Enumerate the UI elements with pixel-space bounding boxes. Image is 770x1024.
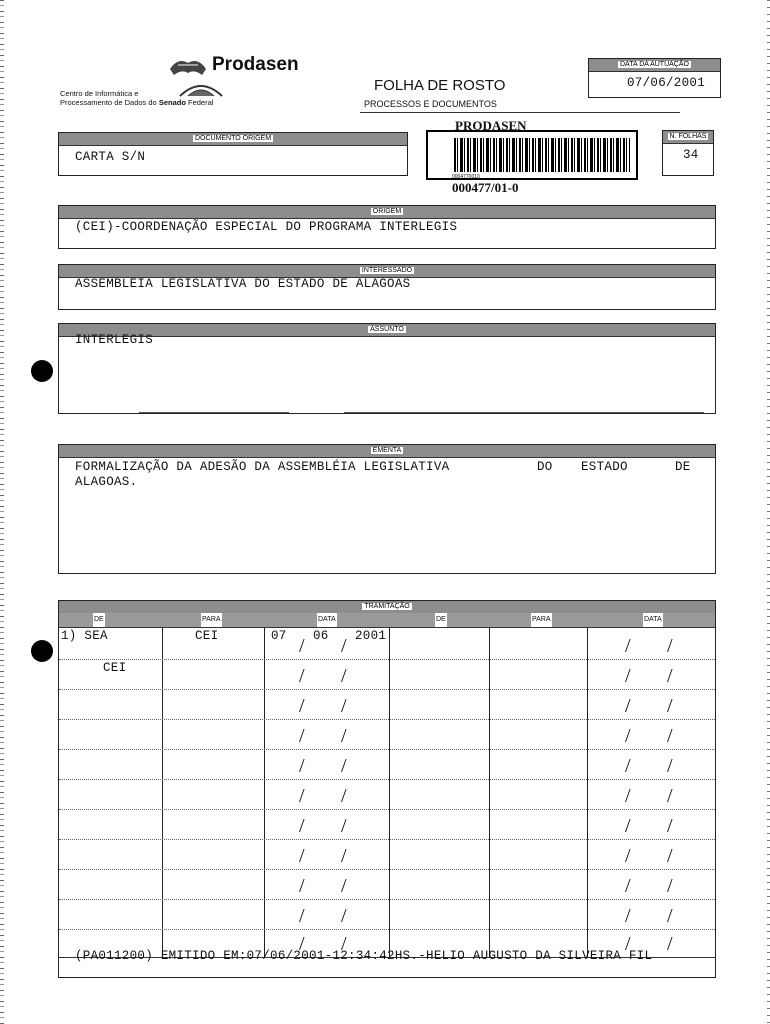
- date-slash: /: [341, 785, 347, 807]
- origem-value: (CEI)-COORDENAÇÃO ESPECIAL DO PROGRAMA INTERLEGIS: [75, 220, 458, 234]
- date-slash: /: [625, 725, 631, 747]
- date-slash: /: [625, 695, 631, 717]
- row-line-1: [59, 659, 715, 660]
- date-slash: /: [667, 725, 673, 747]
- col-para-2: PARA: [531, 613, 552, 627]
- form-subtitle: PROCESSOS E DOCUMENTOS: [364, 99, 497, 109]
- date-slash: /: [667, 905, 673, 927]
- row-line-2: [59, 689, 715, 690]
- punch-hole-bottom: [31, 640, 53, 662]
- date-slash: /: [299, 815, 305, 837]
- ementa-line1-part3: ESTADO: [581, 460, 628, 474]
- ementa-line1-part4: DE: [675, 460, 691, 474]
- date-slash: /: [299, 905, 305, 927]
- date-slash: /: [667, 785, 673, 807]
- documento-origem-value: CARTA S/N: [75, 150, 146, 164]
- data-autuacao-label: DATA DA AUTUAÇÃO: [620, 61, 689, 68]
- date-slash: /: [341, 665, 347, 687]
- date-slash: /: [625, 785, 631, 807]
- row1-month: 06: [313, 629, 329, 643]
- barcode-icon: [454, 138, 630, 172]
- row1-year: 2001: [355, 629, 387, 643]
- interessado-label: INTERESSADO: [361, 267, 413, 274]
- date-slash: /: [341, 815, 347, 837]
- date-slash: /: [341, 905, 347, 927]
- date-slash: /: [625, 665, 631, 687]
- assunto-box: [58, 323, 716, 414]
- assunto-value: INTERLEGIS: [75, 333, 154, 347]
- data-autuacao-value: 07/06/2001: [627, 76, 706, 90]
- barcode-label: PRODASEN: [455, 118, 527, 133]
- date-slash: /: [625, 933, 631, 955]
- date-slash: /: [341, 695, 347, 717]
- date-slash: /: [667, 755, 673, 777]
- date-slash: /: [667, 875, 673, 897]
- ementa-line1-part2: DO: [537, 460, 553, 474]
- row-line-5: [59, 779, 715, 780]
- tramitacao-label: TRAMITAÇÃO: [364, 603, 410, 610]
- interessado-value: ASSEMBLEIA LEGISLATIVA DO ESTADO DE ALAGOAS: [75, 277, 411, 291]
- date-slash: /: [299, 695, 305, 717]
- row1-day: 07: [271, 629, 287, 643]
- barcode-number: 000477/01-0: [452, 180, 519, 195]
- origem-label: ORIGEM: [372, 208, 402, 215]
- date-slash: /: [625, 755, 631, 777]
- form-title: FOLHA DE ROSTO: [374, 77, 506, 94]
- row-line-8: [59, 869, 715, 870]
- row-line-4: [59, 749, 715, 750]
- col-de-2: DE: [435, 613, 447, 627]
- date-slash: /: [341, 635, 347, 657]
- date-slash: /: [667, 665, 673, 687]
- date-slash: /: [299, 755, 305, 777]
- row-line-9: [59, 899, 715, 900]
- assunto-underline-1: [139, 412, 289, 413]
- date-slash: /: [667, 933, 673, 955]
- ementa-box: [58, 444, 716, 574]
- date-slash: /: [667, 635, 673, 657]
- divider-4: [489, 627, 490, 957]
- date-slash: /: [667, 845, 673, 867]
- date-slash: /: [299, 875, 305, 897]
- folhas-label: N. FOLHAS: [669, 133, 707, 140]
- divider-2: [264, 627, 265, 957]
- subtitle-underline: [360, 112, 680, 113]
- origem-box: [58, 205, 716, 249]
- date-slash: /: [341, 875, 347, 897]
- interessado-box: [58, 264, 716, 310]
- tramitacao-column-header: [59, 613, 715, 628]
- divider-1: [162, 627, 163, 957]
- divider-5: [587, 627, 588, 957]
- date-slash: /: [299, 665, 305, 687]
- folhas-box: [662, 130, 714, 176]
- ementa-label: EMENTA: [372, 447, 402, 454]
- date-slash: /: [299, 785, 305, 807]
- org-line2: Processamento de Dados do Senado Federal: [60, 98, 214, 107]
- row2-de: CEI: [103, 661, 127, 675]
- divider-3: [389, 627, 390, 957]
- org-name: [60, 89, 213, 107]
- scan-edge-left: [0, 0, 4, 1024]
- senado-logo-icon: [168, 55, 208, 77]
- date-slash: /: [341, 845, 347, 867]
- brand-name: Prodasen: [212, 54, 299, 75]
- assunto-underline-2: [344, 412, 704, 413]
- date-slash: /: [341, 725, 347, 747]
- date-slash: /: [625, 905, 631, 927]
- tramitacao-table: [58, 600, 716, 978]
- date-slash: /: [667, 815, 673, 837]
- date-slash: /: [299, 845, 305, 867]
- date-slash: /: [625, 875, 631, 897]
- assunto-label: ASSUNTO: [370, 326, 404, 333]
- punch-hole-top: [31, 360, 53, 382]
- col-de-1: DE: [93, 613, 105, 627]
- org-line1: Centro de Informática e: [60, 89, 139, 98]
- date-slash: /: [667, 695, 673, 717]
- row1-de: 1) SEA: [61, 629, 108, 643]
- barcode-box: [426, 130, 638, 180]
- ementa-line2: ALAGOAS.: [75, 475, 138, 489]
- row-line-10: [59, 929, 715, 930]
- col-para-1: PARA: [201, 613, 222, 627]
- row-line-6: [59, 809, 715, 810]
- folhas-value: 34: [683, 148, 699, 162]
- documento-origem-label: DOCUMENTO ORIGEM: [194, 135, 272, 142]
- row-line-3: [59, 719, 715, 720]
- date-slash: /: [299, 725, 305, 747]
- barcode-small-number: 0004770010: [452, 174, 480, 180]
- date-slash: /: [341, 755, 347, 777]
- documento-origem-box: [58, 132, 408, 176]
- data-autuacao-box: [588, 58, 721, 98]
- date-slash: /: [625, 845, 631, 867]
- row1-para: CEI: [195, 629, 219, 643]
- row-line-7: [59, 839, 715, 840]
- date-slash: /: [625, 815, 631, 837]
- date-slash: /: [299, 635, 305, 657]
- col-data-2: DATA: [643, 613, 663, 627]
- date-slash: /: [299, 933, 305, 955]
- ementa-line1-part1: FORMALIZAÇÃO DA ADESÃO DA ASSEMBLÉIA LEGISLATIVA: [75, 460, 450, 474]
- footer-emission: (PA011200) EMITIDO EM:07/06/2001-12:34:42HS.-HELIO AUGUSTO DA SILVEIRA FIL: [75, 949, 653, 963]
- date-slash: /: [341, 933, 347, 955]
- col-data-1: DATA: [317, 613, 337, 627]
- date-slash: /: [625, 635, 631, 657]
